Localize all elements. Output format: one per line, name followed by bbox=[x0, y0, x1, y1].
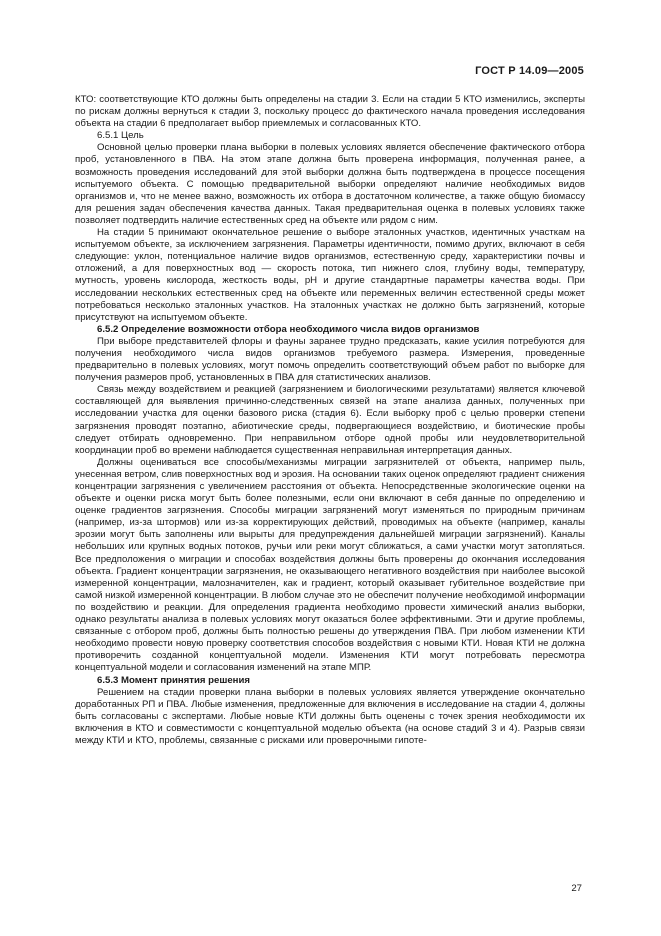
section-heading-6-5-3 bbox=[75, 675, 585, 687]
section-number: 6.5.1 bbox=[97, 130, 119, 142]
paragraph: Основной целью проверки плана выборки в полевых условиях является обеспечение фактического отбора проб, установленного в ПВА. На этом этапе должна быть проверена информация, полученная ранее, а возможность проведения исследований для этой выборки должна быть подтверждена в процессе посещения испытуемого объекта. С помощью предварительной выборки определяют наличие необходимых видов организмов и, что не менее важно, возможность их отбора в достаточном количестве, а также общую биомассу для решения задач обеспечения качества данных. Такая предварительная оценка в полевых условиях также позволяет подтвердить наличие естественных сред на объекте или рядом с ним. bbox=[75, 142, 585, 226]
section-title: Момент принятия решения bbox=[121, 674, 250, 686]
paragraph: Решением на стадии проверки плана выборки в полевых условиях является утверждение окончательно доработанных РП и ПВА. Любые изменения, предложенные для включения в исследование на стадии 4, должны быть согласованы с экспертами. Любые новые КТИ должны быть оценены с точек зрения необходимости их включения в КТО и совместимости с концептуальной моделью объекта (на основе стадий 3 и 4). Разрыв связи между КТИ и КТО, проблемы, связанные с рисками или проверочными гипоте- bbox=[75, 686, 585, 746]
section-title: Цель bbox=[121, 130, 144, 142]
paragraph: При выборе представителей флоры и фауны заранее трудно предсказать, какие усилия потребуются для получения необходимого числа видов организмов требуемого размера. Измерения, проведенные предварительно в полевых условиях, могут помочь определить соответствующий объем работ по выборке для получения размеров проб, установленных в ПВА для статистических анализов. bbox=[75, 335, 585, 384]
section-number: 6.5.2 bbox=[97, 323, 119, 335]
document-body bbox=[75, 94, 585, 747]
paragraph: Должны оцениваться все способы/механизмы миграции загрязнителей от объекта, например пыль, унесенная ветром, слив поверхностных вод и эрозия. На основании таких оценок определяют градиент снижения концентрации загрязнения с увеличением расстояния от объекта. Непосредственные экологические оценки на объекте и оценки риска могут быть более полезными, если они включают в себя данные по определению и оценке градиентов загрязнения. Способы миграции загрязнений могут изменяться по природным причинам (например, из-за штормов) или из-за корректирующих действий, проводимых на объекте (например, каналы эрозии могут быть заполнены или вырыты для предупреждения дальнейшей миграции загрязнений). Каналы небольших или крупных водных потоков, ручьи или реки могут сближаться, а сами участки могут затопляться. Все предположения о миграции и способах воздействия должны быть проверены до окончания исследования объекта. Градиент концентрации загрязнения, не оказывающего негативного воздействия при наиболее высокой измеренной концентрации, малозначителен, как и градиент, который оказывает губительное воздействие при самой низкой измеренной концентрации. В любом случае это не обеспечит получение необходимой информации по воздействию и реакции. Для определения градиента необходимо провести химический анализ выборки, однако результаты анализа в полевых условиях могут оказаться более эффективными. Эти и другие проблемы, связанные с отбором проб, должны быть полностью решены до утверждения ПВА. При любом изменении КТИ необходимо провести новую проверку соответствия способов воздействия с новыми КТИ. Новая КТИ не должна противоречить созданной концептуальной модели. Изменения КТИ могут потребовать пересмотра концептуальной модели и согласования изменений на этапе МПР. bbox=[75, 456, 585, 674]
section-title: Определение возможности отбора необходимого числа видов организмов bbox=[121, 323, 480, 335]
paragraph: На стадии 5 принимают окончательное решение о выборе эталонных участков, идентичных участкам на испытуемом объекте, за исключением загрязнения. Параметры идентичности, помимо других, включают в себя следующие: уклон, потенциальное наличие видов организмов, естественную среду, характеристики почвы и отложений, а для поверхностных вод — скорость потока, тип нижнего слоя, глубину воды, температуру, мутность, уровень кислорода, жесткость воды, pH и другие стандартные параметры качества воды. При исследовании нескольких естественных сред на объекте или переменных величин естественной среды может потребоваться несколько эталонных участков. На эталонных участках не должно быть загрязнений, которые присутствуют на испытуемом объекте. bbox=[75, 227, 585, 323]
standard-header: ГОСТ Р 14.09—2005 bbox=[475, 65, 584, 77]
section-number: 6.5.3 bbox=[97, 674, 119, 686]
paragraph: Связь между воздействием и реакцией (загрязнением и биологическими результатами) является ключевой составляющей для выявления причинно-следственных связей на этапе анализа данных, полученных при исследовании участка для оценки базового риска (стадия 6). Если выборку проб с целью проверки степени загрязнения проводят поэтапно, абиотические среды, подвергающиеся воздействию, и биотические пробы следует отбирать одновременно. При неправильном отборе одной пробы или неудовлетворительной координации проб во времени наблюдается существенная неправильная интерпретация данных. bbox=[75, 384, 585, 456]
intro-paragraph: КТО: соответствующие КТО должны быть определены на стадии 3. Если на стадии 5 КТО изменились, эксперты по рискам должны вернуться к стадии 3, поскольку процесс до фактического начала проведения исследования объекта на стадии 6 предполагает выбор приемлемых и согласованных КТО. bbox=[75, 94, 585, 130]
section-heading-6-5-1 bbox=[75, 130, 585, 142]
page-number: 27 bbox=[571, 883, 582, 894]
section-heading-6-5-2 bbox=[75, 324, 585, 336]
